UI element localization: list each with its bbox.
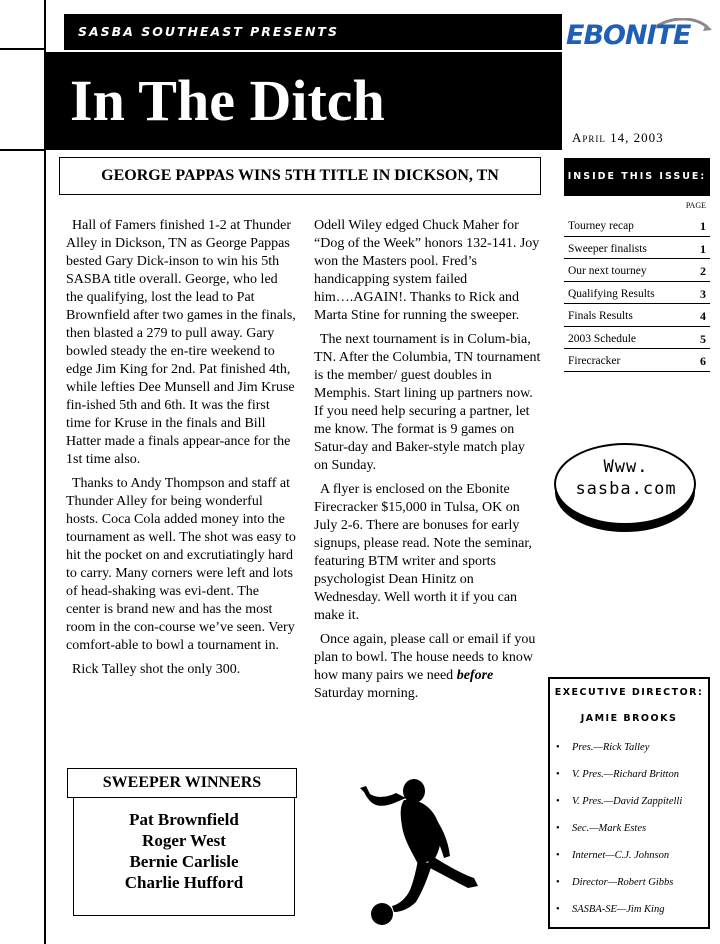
- list-item: • Sec.—Mark Estes: [550, 815, 708, 842]
- officer-list: [550, 734, 708, 923]
- toc-row[interactable]: [564, 304, 710, 327]
- sweeper-winners-box: [73, 796, 295, 916]
- toc-row[interactable]: [564, 237, 710, 260]
- issue-date: April 14, 2003: [572, 130, 664, 145]
- website-link[interactable]: [556, 456, 696, 500]
- toc-row[interactable]: [564, 259, 710, 282]
- list-item: • Pres.—Rick Talley: [550, 734, 708, 761]
- top-margin-rule: [0, 48, 44, 50]
- paragraph: Hall of Famers finished 1-2 at Thunder Alley in Dickson, TN as George Pappas bested Gary Dick-inson to win his 5th SASBA title overall. George, who led the qualifying, lost the lead to Pat Brownfield after two games in the finals, then blasted a 279 to pull away. Gary bowled steady the en-tire weekend to edge Jim King for 2nd. Pat finished 4th, while lefties Dee Munsell and Jim Kruse fin-ished 5th and 6th. It was the first time for Kruse in the finals and Bill Hatter made a finals appear-ance for the 1st time also.: [66, 218, 296, 467]
- toc-page: 3: [700, 286, 706, 301]
- paragraph: The next tournament is in Colum-bia, TN. After the Columbia, TN tournament is the member/ guest doubles in Memphis. Start lining up partners now. If you need help securing a partner, let me know. The format is 9 games on Satur-day and Baker-style match play on Sunday.: [314, 332, 541, 473]
- website-line-1: Www.: [603, 457, 649, 477]
- text-run: Saturday morning.: [314, 686, 419, 701]
- paragraph: Thanks to Andy Thompson and staff at Thunder Alley for being wonderful hosts. Coca Cola added money into the tournament as well. The shot was easy to hit the pocket on and excrutiatingly hard to carry. Many corners were left and lots of head-shaking was evi-dent. The center is brand new and has the most room in the con-course we’ve seen. Very comfort-able to bowl a tournament in.: [66, 476, 296, 653]
- list-item: Charlie Hufford: [124, 873, 244, 892]
- ebonite-logo: [566, 18, 716, 58]
- list-item: • V. Pres.—David Zappitelli: [550, 788, 708, 815]
- paragraph: A flyer is enclosed on the Ebonite Firecracker $15,000 in Tulsa, OK on July 2-6. There are bonuses for early signups, please read. Note the seminar, featuring BTM writer and sports psychologist Dean Hinitz on Wednesday. Well worth it if you can make it.: [314, 482, 532, 623]
- toc-label: 2003 Schedule: [568, 332, 637, 345]
- executive-box: [548, 677, 710, 929]
- sweeper-winners-title: SWEEPER WINNERS: [67, 768, 297, 798]
- toc-page: 1: [700, 219, 706, 233]
- toc-page: 6: [700, 354, 706, 368]
- toc-label: Tourney recap: [568, 220, 634, 232]
- toc-row[interactable]: [564, 327, 710, 350]
- inside-this-issue-header: INSIDE THIS ISSUE:: [564, 158, 710, 196]
- sweeper-names: [74, 809, 294, 893]
- logo-text: EBONITE: [566, 20, 691, 51]
- website-line-2: sasba.com: [575, 479, 677, 499]
- executive-name: JAMIE BROOKS: [580, 713, 678, 724]
- headline: GEORGE PAPPAS WINS 5TH TITLE IN DICKSON, TN: [59, 157, 541, 195]
- list-item: • SASBA-SE—Jim King: [550, 896, 708, 923]
- table-of-contents: [564, 214, 710, 372]
- toc-row[interactable]: [564, 282, 710, 305]
- text-run: Once again, please call or email if you plan to bowl. The house needs to know how many pairs we need: [314, 632, 536, 683]
- list-item: Pat Brownfield: [129, 810, 239, 829]
- paragraph: Odell Wiley edged Chuck Maher for “Dog of the Week” honors 132-141. Joy won the Masters pool. Fred’s handicapping system failed him….AGAIN!. Thanks to Rick and Marta Stine for running the sweeper.: [314, 218, 540, 323]
- page-column-label: PAGE: [685, 201, 706, 210]
- masthead-margin-rule: [0, 149, 44, 151]
- toc-label: Sweeper finalists: [568, 242, 647, 255]
- paragraph: [314, 631, 542, 703]
- article-column-2: [314, 217, 542, 709]
- list-item: Bernie Carlisle: [129, 852, 239, 871]
- toc-row[interactable]: [564, 349, 710, 372]
- toc-page: 1: [700, 241, 706, 256]
- toc-page: 5: [700, 331, 706, 346]
- toc-label: Firecracker: [568, 355, 621, 367]
- toc-page: 2: [700, 264, 706, 278]
- list-item: • Director—Robert Gibbs: [550, 869, 708, 896]
- newsletter-title: In The Ditch: [44, 52, 562, 150]
- article-column-1: [66, 217, 296, 685]
- toc-label: Finals Results: [568, 310, 633, 322]
- toc-label: Our next tourney: [568, 265, 647, 277]
- emphasis: before: [456, 668, 494, 683]
- list-item: • Internet—C.J. Johnson: [550, 842, 708, 869]
- toc-page: 4: [700, 309, 706, 323]
- presents-bar: SASBA SOUTHEAST PRESENTS: [64, 14, 562, 50]
- toc-label: Qualifying Results: [568, 287, 655, 300]
- executive-title: EXECUTIVE DIRECTOR:: [554, 687, 704, 698]
- bowler-silhouette-icon: [358, 778, 480, 926]
- paragraph: Rick Talley shot the only 300.: [72, 662, 241, 677]
- list-item: Roger West: [142, 831, 226, 850]
- toc-row[interactable]: [564, 214, 710, 237]
- list-item: • V. Pres.—Richard Britton: [550, 761, 708, 788]
